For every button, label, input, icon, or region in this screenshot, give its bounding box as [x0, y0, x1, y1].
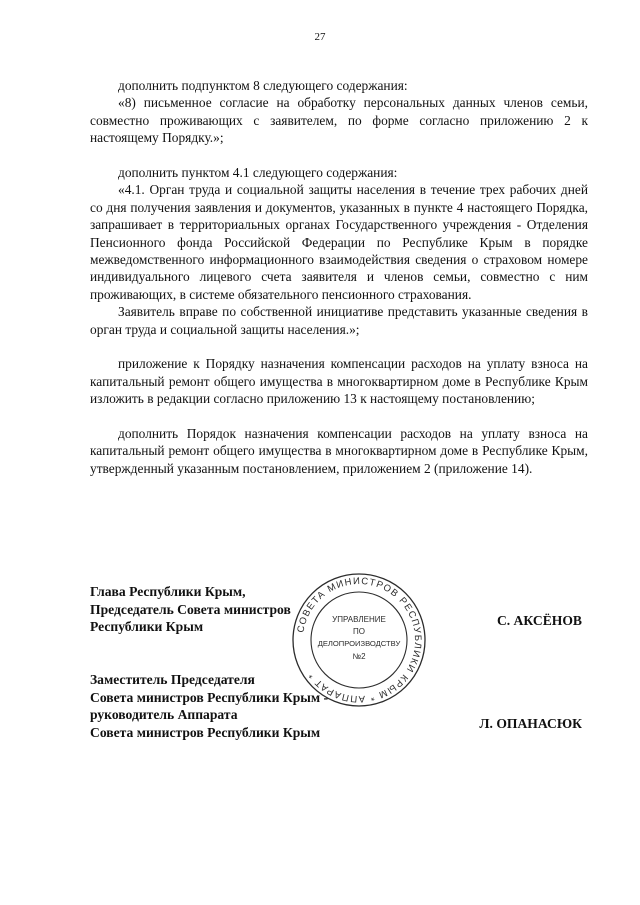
- paragraph: приложение к Порядку назначения компенсации расходов на уплату взноса на капитальный ремонт общего имущества в многоквартирном доме в Республике Крым изложить в редакции согласно приложению 13 к настоящему постановлению;: [90, 356, 588, 407]
- signatory-name-1: С. АКСЁНОВ: [496, 613, 582, 628]
- signatory-name-2: Л. ОПАНАСЮК: [479, 716, 582, 731]
- document-body: [90, 77, 588, 477]
- paragraph: «4.1. Орган труда и социальной защиты населения в течение трех рабочих дней со дня получения заявления и документов, указанных в пункте 4 настоящего Порядка, запрашивает в территориальных органах Государственного учреждения - Отделения Пенсионного фонда Российской Федерации по Республике Крым в порядке межведомственного информационного взаимодействия сведения о страховом номере индивидуального лицевого счета заявителя и членов семьи, совместно с ним проживающих, в системе обязательного пенсионного страхования.: [90, 182, 588, 302]
- signatory-title-line: руководитель Аппарата: [90, 707, 238, 723]
- stamp-line: ДЕЛОПРОИЗВОДСТВУ: [317, 639, 401, 648]
- paragraph: Заявитель вправе по собственной инициативе представить указанные сведения в орган труда и социальной защиты населения.»;: [90, 304, 588, 337]
- stamp-line: №2: [352, 652, 366, 661]
- paragraph: дополнить Порядок назначения компенсации расходов на уплату взноса на капитальный ремонт общего имущества в многоквартирном доме в Республике Крым, утвержденный указанным постановлением, приложением 2 (приложение 14).: [90, 426, 588, 476]
- paragraph: «8) письменное согласие на обработку персональных данных членов семьи, совместно проживающих с заявителем, по форме согласно приложению 2 к настоящему Порядку.»;: [90, 95, 588, 146]
- signatory-title-line: Совета министров Республики Крым: [90, 724, 321, 740]
- paragraph: дополнить подпунктом 8 следующего содержания:: [118, 78, 408, 93]
- stamp-line: ПО: [353, 627, 365, 636]
- paragraph: дополнить пунктом 4.1 следующего содержания:: [118, 165, 398, 181]
- stamp-outer-text: СОВЕТА МИНИСТРОВ РЕСПУБЛИКИ КРЫМ * АППАРАТ *: [295, 575, 424, 705]
- signatory-title-1: [90, 583, 291, 636]
- signatory-title-line: Председатель Совета министров: [90, 601, 291, 617]
- page-number: 27: [314, 31, 326, 43]
- signatory-title-line: Республики Крым: [90, 619, 204, 635]
- signatory-title-line: Глава Республики Крым,: [90, 584, 246, 599]
- stamp-line: УПРАВЛЕНИЕ: [332, 615, 386, 624]
- signatory-title-line: Заместитель Председателя: [90, 672, 255, 687]
- signatory-title-line: Совета министров Республики Крым -: [90, 689, 329, 705]
- official-stamp-icon: [289, 570, 429, 710]
